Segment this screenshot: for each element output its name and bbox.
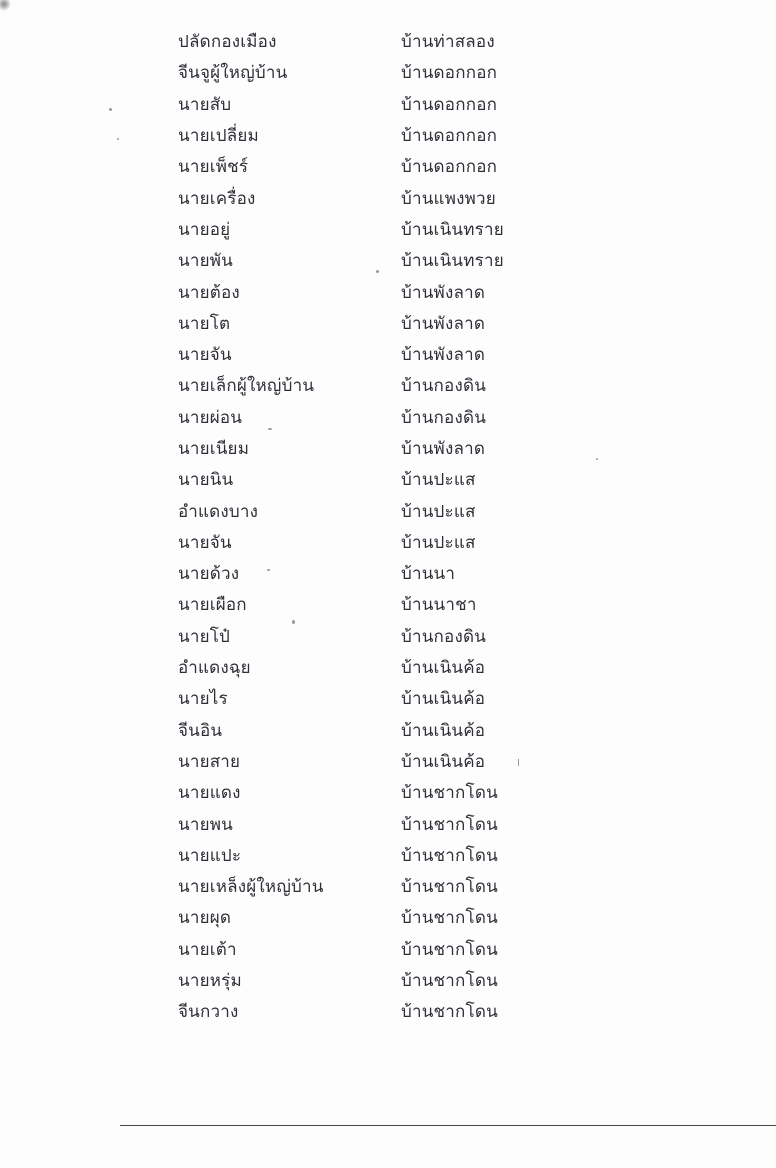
- person-name: นายแดง: [178, 783, 241, 804]
- village-name: บ้านนาชา: [401, 595, 477, 616]
- scan-speck: [268, 428, 272, 430]
- list-row: [178, 370, 598, 401]
- village-name: บ้านเนินทราย: [401, 219, 504, 240]
- village-name: บ้านเนินค้อ: [401, 751, 486, 772]
- person-name: นายสับ: [178, 94, 232, 115]
- list-row: [178, 26, 598, 57]
- list-row: [178, 214, 598, 245]
- village-name: บ้านพังลาด: [401, 282, 486, 303]
- village-name: บ้านแพงพวย: [401, 188, 496, 209]
- list-row: [178, 339, 598, 370]
- list-row: [178, 245, 598, 276]
- village-name: บ้านปะแส: [401, 470, 476, 491]
- list-row: [178, 527, 598, 558]
- person-name: จีนกวาง: [178, 1002, 239, 1023]
- list-row: [178, 715, 598, 746]
- person-name: นายพัน: [178, 251, 233, 272]
- list-row: [178, 89, 598, 120]
- village-name: บ้านปะแส: [401, 501, 476, 522]
- list-row: [178, 683, 598, 714]
- person-name: นายเพ็ชร์: [178, 157, 249, 178]
- list-row: [178, 151, 598, 182]
- list-row: [178, 57, 598, 88]
- village-name: บ้านเนินค้อ: [401, 658, 486, 679]
- list-row: [178, 902, 598, 933]
- scan-corner-mark: [0, 0, 14, 12]
- scan-speck: [292, 620, 295, 624]
- village-name: บ้านชากโดน: [401, 877, 498, 898]
- name-village-list: [178, 26, 598, 1028]
- person-name: นายจัน: [178, 345, 232, 366]
- list-row: [178, 402, 598, 433]
- list-row: [178, 495, 598, 526]
- village-name: บ้านนา: [401, 564, 456, 585]
- person-name: นายแปะ: [178, 845, 242, 866]
- person-name: จีนจูผู้ใหญ่บ้าน: [178, 63, 288, 84]
- list-row: [178, 934, 598, 965]
- village-name: บ้านเนินทราย: [401, 251, 504, 272]
- person-name: อำแดงบาง: [178, 501, 259, 522]
- village-name: บ้านชากโดน: [401, 783, 498, 804]
- person-name: จีนอิน: [178, 720, 223, 741]
- scan-speck: [376, 270, 379, 273]
- person-name: นายเต้า: [178, 939, 237, 960]
- village-name: บ้านปะแส: [401, 532, 476, 553]
- person-name: นายพน: [178, 814, 233, 835]
- person-name: นายเหล็งผู้ใหญ่บ้าน: [178, 877, 324, 898]
- person-name: นายจัน: [178, 532, 232, 553]
- person-name: นายหรุ่ม: [178, 971, 242, 992]
- village-name: บ้านกองดิน: [401, 626, 487, 647]
- village-name: บ้านชากโดน: [401, 971, 498, 992]
- village-name: บ้านชากโดน: [401, 845, 498, 866]
- person-name: ปลัดกองเมือง: [178, 32, 277, 53]
- list-row: [178, 965, 598, 996]
- footer-rule: [120, 1125, 776, 1126]
- person-name: นายโป๋: [178, 626, 231, 647]
- list-row: [178, 276, 598, 307]
- person-name: นายผ่อน: [178, 407, 243, 428]
- village-name: บ้านชากโดน: [401, 939, 498, 960]
- village-name: บ้านกองดิน: [401, 407, 487, 428]
- person-name: นายเนียม: [178, 439, 250, 459]
- list-row: [178, 777, 598, 808]
- village-name: บ้านชากโดน: [401, 908, 498, 929]
- person-name: นายไร: [178, 689, 228, 710]
- village-name: บ้านกองดิน: [401, 376, 487, 397]
- list-row: [178, 621, 598, 652]
- list-row: [178, 840, 598, 871]
- scan-speck: [596, 458, 598, 460]
- list-row: [178, 746, 598, 777]
- village-name: บ้านเนินค้อ: [401, 689, 486, 710]
- village-name: บ้านพังลาด: [401, 345, 486, 366]
- person-name: นายเปลี่ยม: [178, 126, 259, 147]
- village-name: บ้านพังลาด: [401, 313, 486, 334]
- village-name: บ้านดอกกอก: [401, 157, 498, 178]
- person-name: นายผุด: [178, 908, 232, 929]
- village-name: บ้านชากโดน: [401, 814, 498, 835]
- village-name: บ้านชากโดน: [401, 1002, 498, 1023]
- list-row: [178, 652, 598, 683]
- village-name: บ้านดอกกอก: [401, 94, 498, 115]
- list-row: [178, 182, 598, 213]
- list-row: [178, 996, 598, 1027]
- village-name: บ้านดอกกอก: [401, 126, 498, 147]
- village-name: บ้านพังลาด: [401, 439, 486, 459]
- list-row: [178, 871, 598, 902]
- list-row: [178, 433, 598, 464]
- person-name: นายด้วง: [178, 564, 240, 585]
- scan-speck: [117, 138, 119, 140]
- person-name: อำแดงฉุย: [178, 658, 251, 679]
- list-row: [178, 464, 598, 495]
- scan-speck: [109, 108, 112, 111]
- village-name: บ้านท่าสลอง: [401, 32, 495, 53]
- person-name: นายนิน: [178, 470, 234, 491]
- person-name: นายอยู่: [178, 219, 231, 240]
- village-name: บ้านเนินค้อ: [401, 720, 486, 741]
- list-row: [178, 808, 598, 839]
- person-name: นายสาย: [178, 751, 241, 772]
- person-name: นายเล็กผู้ใหญ่บ้าน: [178, 376, 315, 397]
- list-row: [178, 120, 598, 151]
- list-row: [178, 589, 598, 620]
- person-name: นายโต: [178, 313, 231, 334]
- person-name: นายเผือก: [178, 595, 247, 616]
- scan-speck: [518, 759, 519, 766]
- village-name: บ้านดอกกอก: [401, 63, 498, 84]
- person-name: นายต้อง: [178, 282, 240, 303]
- person-name: นายเครื่อง: [178, 188, 256, 209]
- scan-speck: [267, 569, 270, 571]
- list-row: [178, 558, 598, 589]
- list-row: [178, 308, 598, 339]
